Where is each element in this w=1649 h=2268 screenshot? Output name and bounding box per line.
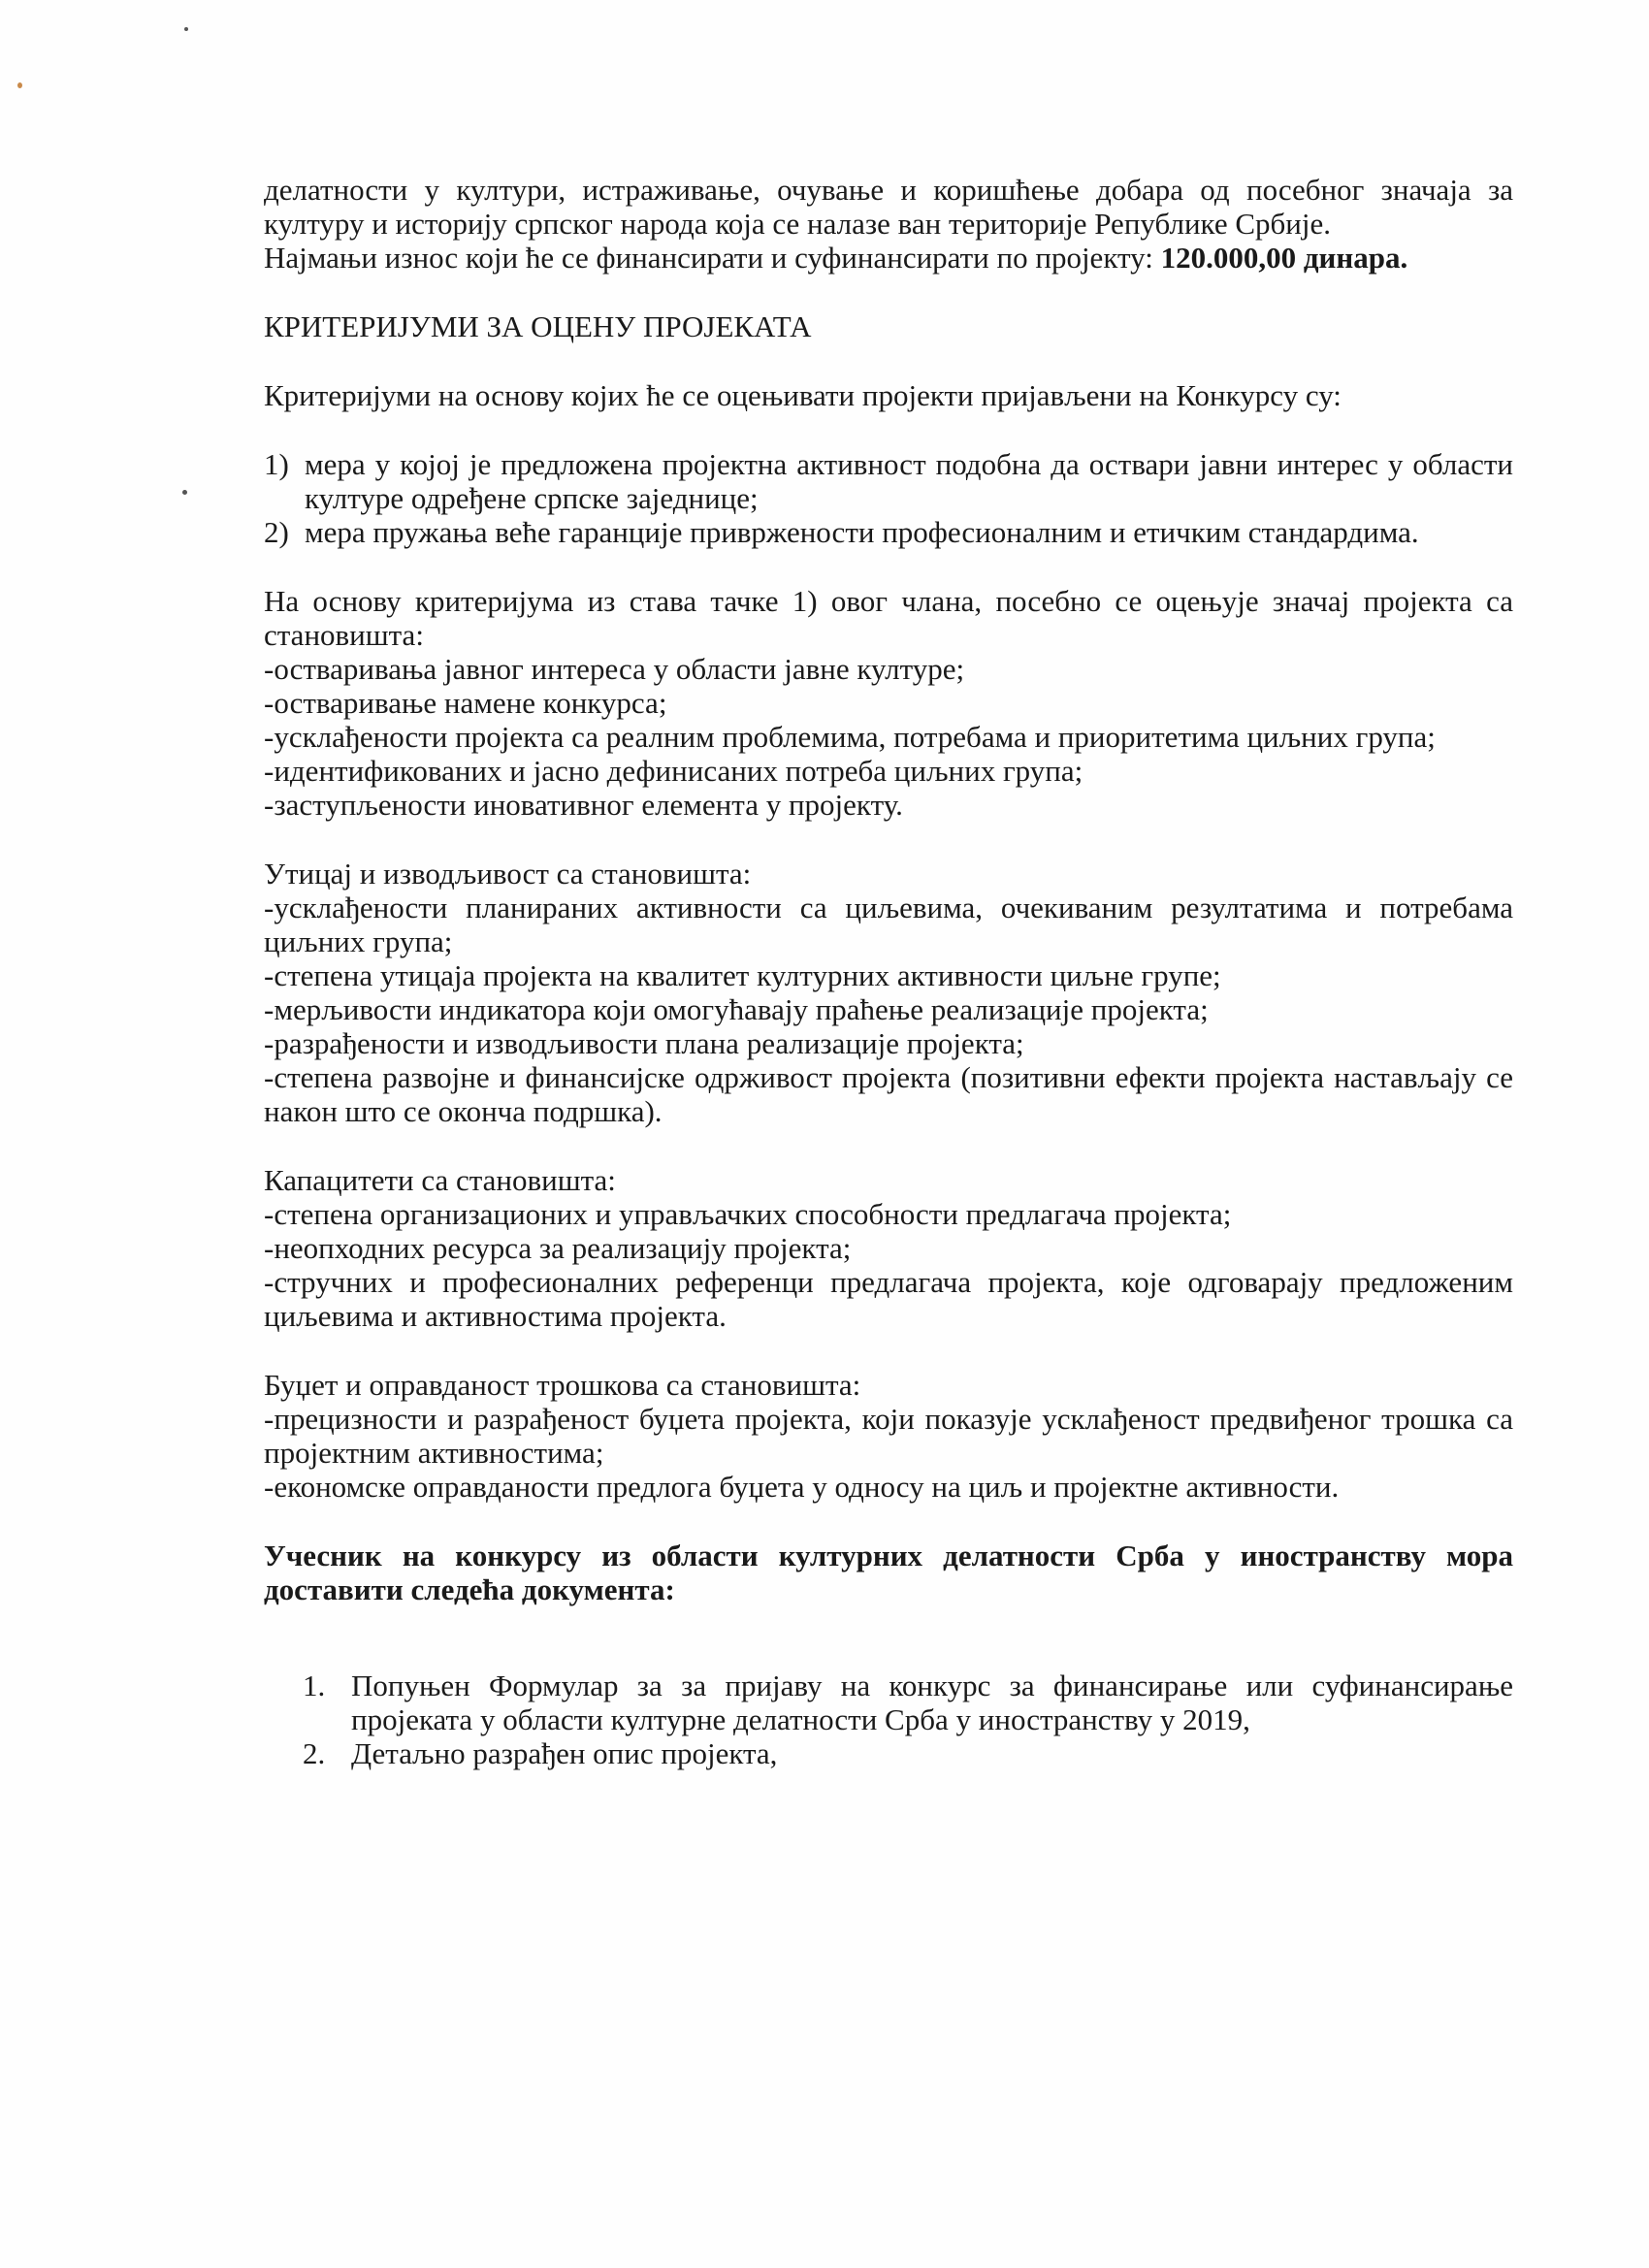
capacity-lead: Капацитети са становишта: <box>264 1163 616 1197</box>
impact-item: -степена развојне и финансијске одрживост пројекта (позитивни ефекти пројекта настављају се након што се оконча подршка). <box>264 1060 1513 1128</box>
documents-item-number: 1. <box>303 1669 326 1702</box>
budget-item: -прецизности и разрађеност буџета пројекта, који показује усклађеност предвиђеног трошка са пројектним активностима; <box>264 1402 1513 1470</box>
documents-item-text: Детаљно разрађен опис пројекта, <box>351 1736 778 1770</box>
intro-line-2: културу и историју српског народа која се налазе ван територије Републике Србије. <box>264 207 1332 241</box>
documents-list <box>264 1669 1513 1770</box>
impact-item: -мерљивости индикатора који омогућавају праћење реализације пројекта; <box>264 992 1209 1026</box>
criteria-item <box>264 515 1513 549</box>
criteria-heading: КРИТЕРИЈУМИ ЗА ОЦЕНУ ПРОЈЕКАТА <box>264 309 812 343</box>
documents-item <box>303 1736 1513 1770</box>
criteria-item-number: 1) <box>264 447 289 481</box>
impact-item: -степена утицаја пројекта на квалитет културних активности циљне групе; <box>264 958 1221 992</box>
scan-speck <box>17 82 22 88</box>
capacity-section <box>264 1163 1513 1333</box>
intro-paragraph <box>264 173 1513 275</box>
significance-item: -заступљености иновативног елемента у пројекту. <box>264 788 903 822</box>
documents-item-text: Попуњен Формулар за за пријаву на конкурс за финансирање или суфинансирање пројеката у области културне делатности Срба у иностранству у 2019, <box>351 1669 1513 1736</box>
documents-item-number: 2. <box>303 1736 326 1770</box>
scan-speck <box>184 27 188 31</box>
intro-line-1: делатности у култури, истраживање, очување и коришћење добара од посебног значаја за <box>264 173 1513 207</box>
significance-item: -усклађености пројекта са реалним проблемима, потребама и приоритетима циљних група; <box>264 720 1436 754</box>
significance-item: -идентификованих и јасно дефинисаних потреба циљних група; <box>264 754 1083 788</box>
min-amount-line <box>264 241 1513 275</box>
significance-section <box>264 584 1513 822</box>
significance-item: -остваривање намене конкурса; <box>264 686 667 720</box>
capacity-item: -неопходних ресурса за реализацију пројекта; <box>264 1231 852 1265</box>
criteria-item <box>264 447 1513 515</box>
documents-item <box>303 1669 1513 1736</box>
capacity-item: -степена организационих и управљачких способности предлагача пројекта; <box>264 1197 1232 1231</box>
budget-item: -економске оправданости предлога буџета у односу на циљ и пројектне активности. <box>264 1470 1340 1504</box>
criteria-lead: Критеријуми на основу којих ће се оцењивати пројекти пријављени на Конкурсу су: <box>264 378 1342 412</box>
capacity-item: -стручних и професионалних референци предлагача пројекта, које одговарају предложеним циљевима и активностима пројекта. <box>264 1265 1513 1333</box>
criteria-item-text: мера пружања веће гаранције привржености професионалним и етичким стандардима. <box>305 515 1419 549</box>
significance-lead: На основу критеријума из става тачке 1) овог члана, посебно се оцењује значај пројекта са становишта: <box>264 584 1513 652</box>
min-amount-value: 120.000,00 динара. <box>1160 241 1408 275</box>
impact-lead: Утицај и изводљивост са становишта: <box>264 857 752 891</box>
impact-item: -усклађености планираних активности са циљевима, очекиваним резултатима и потребама циљних група; <box>264 891 1513 958</box>
document-page <box>264 173 1513 1770</box>
budget-section <box>264 1368 1513 1504</box>
criteria-list <box>264 447 1513 549</box>
significance-item: -остваривања јавног интереса у области јавне културе; <box>264 652 965 686</box>
min-amount-text: Најмањи износ који ће се финансирати и суфинансирати по пројекту: <box>264 241 1161 275</box>
criteria-item-number: 2) <box>264 515 289 549</box>
impact-section <box>264 857 1513 1128</box>
documents-heading: Учесник на конкурсу из области културних делатности Срба у иностранству мора доставити следећа документа: <box>264 1539 1513 1606</box>
budget-lead: Буџет и оправданост трошкова са становишта: <box>264 1368 861 1402</box>
criteria-item-text: мера у којој је предложена пројектна активност подобна да оствари јавни интерес у области културе одређене српске заједнице; <box>305 447 1513 515</box>
impact-item: -разрађености и изводљивости плана реализације пројекта; <box>264 1026 1024 1060</box>
scan-speck <box>182 490 187 495</box>
